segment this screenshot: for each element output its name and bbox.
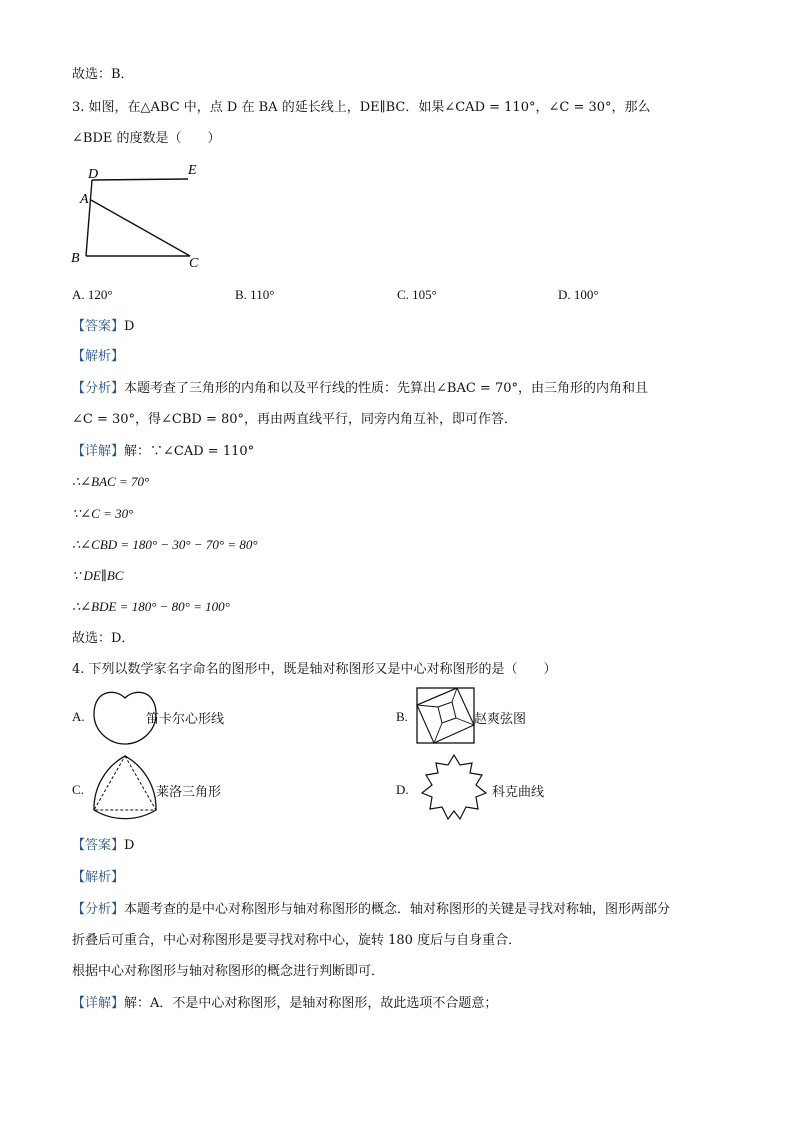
q3-answer-line bbox=[72, 318, 134, 336]
answer-tag: 【答案】 bbox=[72, 838, 125, 853]
q3-option-d: D. 100° bbox=[558, 287, 599, 302]
label-a: A bbox=[80, 192, 89, 207]
q3-stem-line1: 3. 如图，在△ABC 中，点 D 在 BA 的延长线上，DE∥BC．如果∠CAD = 110°，∠C = 30°，那么 bbox=[72, 100, 651, 115]
prev-answer-line: 故选：B． bbox=[72, 67, 134, 82]
q3-step1: ∴∠BAC = 70° bbox=[72, 474, 150, 489]
q3-step2: ∵∠C = 30° bbox=[72, 506, 134, 521]
q4-option-c-caption: 莱洛三角形 bbox=[156, 785, 222, 800]
q4-detail-line: 【详解】解：A．不是中心对称图形，是轴对称图形，故此选项不合题意； bbox=[72, 996, 498, 1011]
q4-option-b-letter: B. bbox=[396, 709, 408, 724]
q4-option-d-caption: 科克曲线 bbox=[492, 785, 545, 800]
q3-explanation-tag: 【解析】 bbox=[72, 349, 125, 364]
q3-answer-value: D bbox=[124, 319, 135, 334]
label-d: D bbox=[88, 167, 99, 182]
q4-option-a-caption: 笛卡尔心形线 bbox=[146, 712, 225, 727]
segment-ac bbox=[91, 200, 190, 256]
label-c: C bbox=[189, 256, 199, 271]
q3-option-c: C. 105° bbox=[397, 287, 437, 302]
q4-answer-value: D bbox=[124, 838, 135, 853]
q3-analysis-line2: ∠C = 30°，得∠CBD = 80°，再由两直线平行，同旁内角互补，即可作答． bbox=[72, 412, 518, 427]
q3-step3: ∴∠CBD = 180° − 30° − 70° = 80° bbox=[72, 537, 258, 552]
q4-analysis-line1: 【分析】本题考查的是中心对称图形与轴对称图形的概念．轴对称图形的关键是寻找对称轴，图形两部分 bbox=[72, 902, 671, 917]
q4-answer-line bbox=[72, 837, 134, 855]
q4-stem: 4. 下列以数学家名字命名的图形中，既是轴对称图形又是中心对称图形的是（ ） bbox=[72, 662, 557, 677]
q3-stem-line2: ∠BDE 的度数是（ ） bbox=[72, 131, 221, 146]
zhao-shuang-figure bbox=[416, 687, 476, 745]
detail-tag: 【详解】 bbox=[72, 444, 125, 459]
q3-detail-line: 【详解】解：∵∠CAD = 110° bbox=[72, 444, 255, 459]
label-b: B bbox=[71, 251, 80, 266]
q3-option-a: A. 120° bbox=[72, 287, 113, 302]
detail-tag: 【详解】 bbox=[72, 996, 125, 1011]
analysis-tag: 【分析】 bbox=[72, 381, 125, 396]
q3-triangle-figure bbox=[68, 158, 218, 273]
q3-option-b: B. 110° bbox=[235, 287, 275, 302]
q4-explanation-tag: 【解析】 bbox=[72, 870, 125, 885]
label-e: E bbox=[188, 163, 197, 178]
koch-curve-figure bbox=[414, 753, 494, 823]
q4-option-d-letter: D. bbox=[396, 782, 409, 797]
q3-final-choice: 故选：D． bbox=[72, 631, 135, 646]
answer-tag: 【答案】 bbox=[72, 319, 125, 334]
q4-option-a-letter: A. bbox=[72, 709, 85, 724]
q3-step5: ∴∠BDE = 180° − 80° = 100° bbox=[72, 599, 230, 614]
reuleaux-triangle-figure bbox=[90, 753, 160, 817]
q4-option-c-letter: C. bbox=[72, 782, 84, 797]
q4-analysis-line2: 折叠后可重合，中心对称图形是要寻找对称中心，旋转 180 度后与自身重合． bbox=[72, 933, 522, 948]
q3-analysis-line1: 【分析】本题考查了三角形的内角和以及平行线的性质：先算出∠BAC = 70°，由三角形的内角和且 bbox=[72, 381, 648, 396]
segment-de bbox=[92, 179, 188, 180]
q3-step4: ∵ DE∥BC bbox=[72, 568, 124, 583]
q4-analysis-line3: 根据中心对称图形与轴对称图形的概念进行判断即可． bbox=[72, 964, 385, 979]
q4-option-b-caption: 赵爽弦图 bbox=[474, 712, 527, 727]
analysis-tag: 【分析】 bbox=[72, 902, 125, 917]
